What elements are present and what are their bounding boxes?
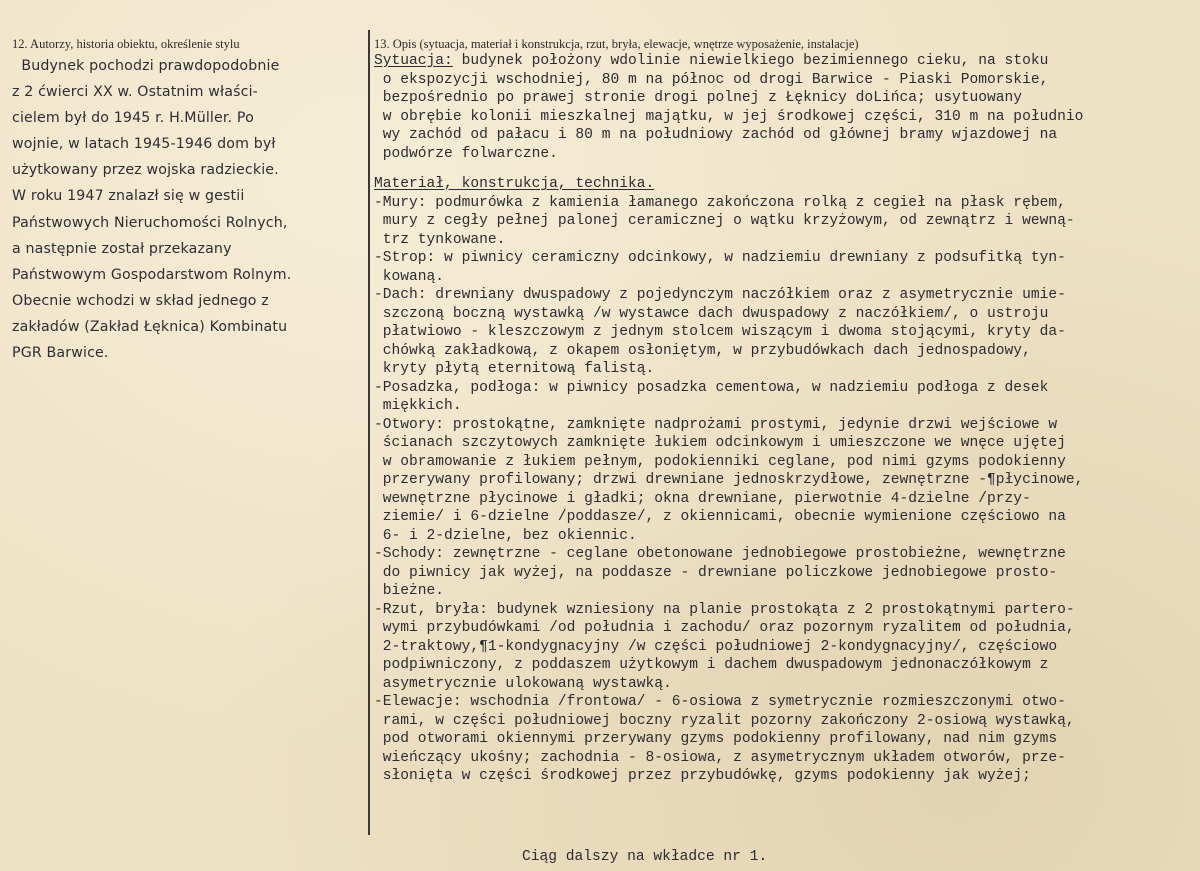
materials-line: -Posadzka, podłoga: w piwnicy posadzka cementowa, w nadziemiu podłoga z desek: [374, 379, 1049, 396]
materials-line: rami, w części południowej boczny ryzalit pozorny zakończony 2-osiową wystawką,: [374, 712, 1075, 729]
materials-line: słonięta w części środkowej przez przybudówkę, gzyms podokienny jak wyżej;: [374, 768, 1031, 784]
materials-line: -Otwory: prostokątne, zamknięte nadprożami prostymi, jedynie drzwi wejściowe w: [374, 416, 1058, 433]
materials-line: szczoną boczną wystawką /w wystawce dach dwuspadowy z naczółkiem/, o ustroju: [374, 305, 1049, 322]
materials-line: 2-traktowy,¶1-kondygnacyjny /w części południowej 2-kondygnacyjny/, częściowo: [374, 638, 1058, 655]
history-line: wojnie, w latach 1945-1946 dom był: [12, 136, 276, 153]
paragraph-gap: [374, 163, 1198, 175]
history-line: a następnie został przekazany: [12, 240, 232, 257]
situation-label: Sytuacja:: [374, 53, 453, 69]
materials-line: -Rzut, bryła: budynek wzniesiony na planie prostokąta z 2 prostokątnymi partero-: [374, 601, 1075, 618]
history-line: Budynek pochodzi prawdopodobnie: [12, 58, 280, 74]
history-line: zakładów (Zakład Łęknica) Kombinatu: [12, 318, 288, 335]
materials-line: wewnętrzne płycinowe i gładki; okna drewniane, pierwotnie 4-dzielne /przy-: [374, 490, 1031, 507]
history-line: użytkowany przez wojska radzieckie.: [12, 162, 279, 179]
materials-line: -Schody: zewnętrzne - ceglane obetonowane jednobiegowe prostobieżne, wewnętrzne: [374, 546, 1066, 562]
materials-label: Materiał, konstrukcja, technika.: [374, 176, 655, 192]
materials-line: wymi przybudówkami /od południa i zachodu/ oraz pozornym ryzalitem od południa,: [374, 620, 1075, 636]
situation-first-line: [374, 52, 1198, 71]
situation-line: o ekspozycji wschodniej, 80 m na północ od drogi Barwice - Piaski Pomorskie,: [374, 71, 1049, 88]
materials-line: płatwiowo - kleszczowym z jednym stolcem wiszącym i dwoma stojącymi, kryty da-: [374, 324, 1066, 340]
history-line: z 2 ćwierci XX w. Ostatnim właści-: [12, 84, 258, 101]
materials-line: miękkich.: [374, 398, 462, 414]
history-line: Państwowych Nieruchomości Rolnych,: [12, 214, 288, 231]
history-text: [12, 53, 368, 366]
materials-line: wieńczący ukośny; zachodnia - 8-osiowa, z asymetrycznym układem otworów, prze-: [374, 749, 1066, 766]
situation-line: budynek położony wdolinie niewielkiego bezimiennego cieku, na stoku: [452, 53, 1049, 69]
materials-line: 6- i 2-dzielne, bez okiennic.: [374, 527, 637, 544]
materials-line: kowaną.: [374, 268, 445, 285]
situation-line: w obrębie kolonii mieszkalnej majątku, w jej środkowej części, 310 m na południo: [374, 108, 1084, 125]
materials-line: -Elewacje: wschodnia /frontowa/ - 6-osiowa z symetrycznie rozmieszczonymi otwo-: [374, 694, 1066, 710]
materials-line: -Strop: w piwnicy ceramiczny odcinkowy, w nadziemiu drewniany z podsufitką tyn-: [374, 250, 1066, 266]
materials-line: -Dach: drewniany dwuspadowy z pojedynczym naczółkiem oraz z asymetrycznie umie-: [374, 287, 1066, 303]
materials-line: asymetrycznie ulokowaną wystawką.: [374, 675, 672, 692]
situation-line: wy zachód od pałacu i 80 m na południowy zachód od głównej bramy wjazdowej na: [374, 127, 1058, 143]
materials-line: podpiwniczony, z poddaszem użytkowym i dachem dwuspadowym jednonaczółkowym z: [374, 657, 1049, 673]
materials-line: ścianach szczytowych zamknięte łukiem odcinkowym i umieszczone we wnęce ujętej: [374, 435, 1066, 451]
materials-line: do piwnicy jak wyżej, na poddasze - drewniane policzkowe jednobiegowe prosto-: [374, 564, 1058, 581]
section-12-heading: 12. Autorzy, historia obiektu, określenie stylu: [12, 37, 240, 51]
materials-line: -Mury: podmurówka z kamienia łamanego zakończona rolką z cegieł na płask rębem,: [374, 194, 1066, 211]
history-line: W roku 1947 znalazł się w gestii: [12, 188, 245, 205]
materials-line: mury z cegły pełnej palonej ceramicznej o wątku krzyżowym, od zewnątrz i wewną-: [374, 213, 1075, 229]
materials-line: kryty płytą eternitową falistą.: [374, 361, 655, 377]
history-line: Obecnie wchodzi w skład jednego z: [12, 292, 269, 309]
situation-line: bezpośrednio po prawej stronie drogi polnej z Łęknicy doLińca; usytuowany: [374, 90, 1023, 106]
materials-heading-line: [374, 175, 1198, 194]
history-line: PGR Barwice.: [12, 345, 109, 362]
materials-line: trz tynkowane.: [374, 231, 506, 248]
materials-line: przerywany profilowany; drzwi drewniane jednoskrzydłowe, zewnętrzne -¶płycinowe,: [374, 472, 1084, 488]
history-line: cielem był do 1945 r. H.Müller. Po: [12, 110, 254, 127]
description-text: [374, 52, 1198, 786]
column-divider: [368, 30, 370, 835]
materials-line: pod otworami okiennymi przerywany gzyms podokienny profilowany, nad nim gzyms: [374, 731, 1058, 747]
history-line: Państwowym Gospodarstwom Rolnym.: [12, 266, 292, 283]
section-13-heading: 13. Opis (sytuacja, materiał i konstrukcja, rzut, bryła, elewacje, wnętrze wyposażenie, instalacje): [374, 37, 859, 51]
materials-line: bieżne.: [374, 583, 445, 599]
materials-line: chówką zakładkową, z okapem osłoniętym, w przybudówkach dach jednospadowy,: [374, 342, 1031, 359]
materials-line: ziemie/ i 6-dzielne /poddasze/, z okiennicami, obecnie wymienione częściowo na: [374, 509, 1066, 525]
situation-line: podwórze folwarczne.: [374, 145, 558, 162]
materials-line: w obramowanie z łukiem pełnym, podokienniki ceglane, pod nimi gzyms podokienny: [374, 453, 1066, 470]
continuation-note: Ciąg dalszy na wkładce nr 1.: [522, 849, 768, 865]
